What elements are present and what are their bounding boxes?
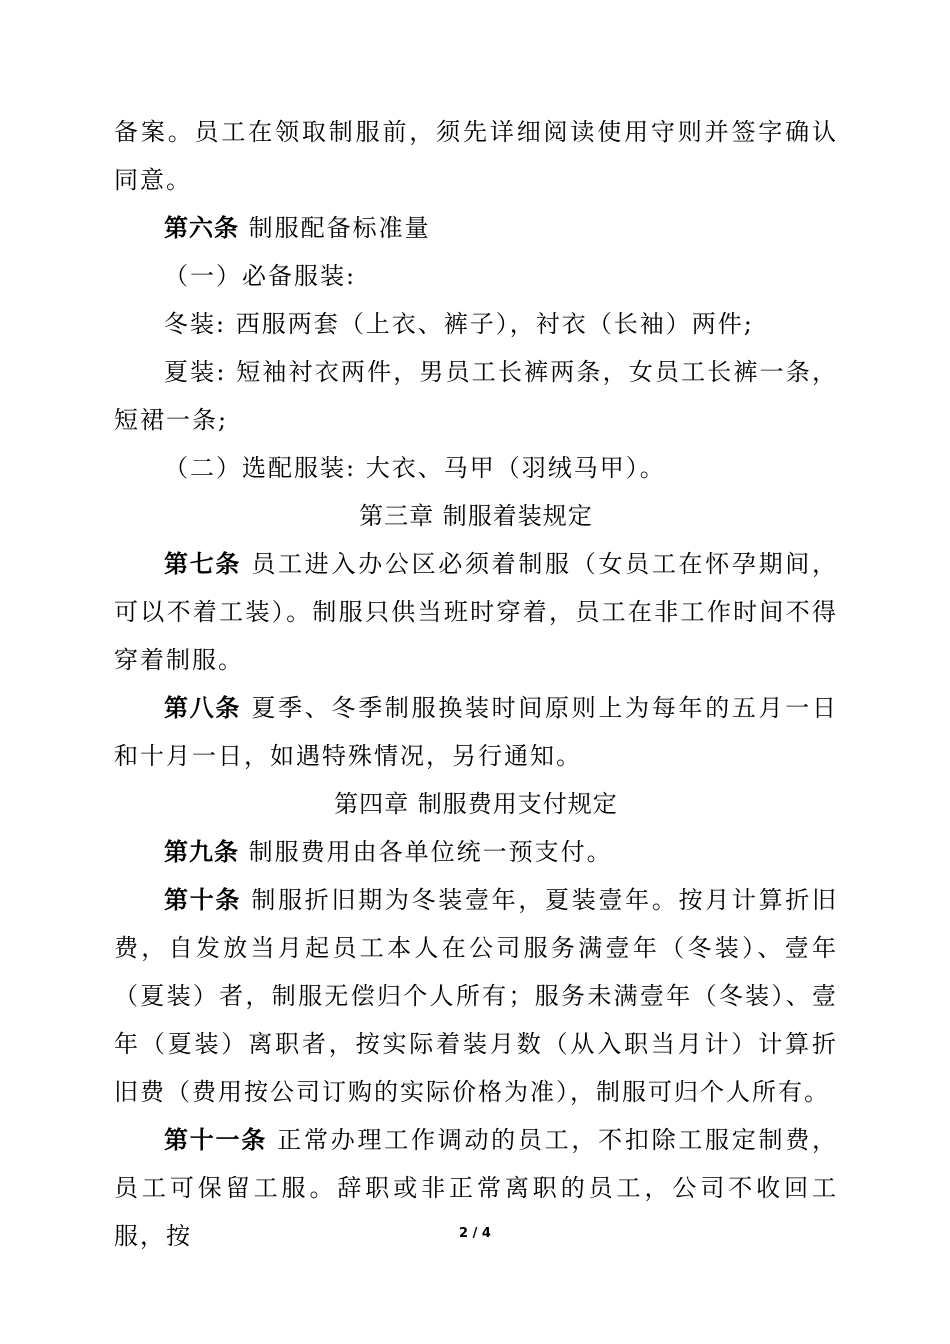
item-required-clothing: （一）必备服装:	[164, 262, 357, 290]
article-9	[114, 828, 838, 876]
article-8	[114, 684, 838, 780]
article-text: 制服费用由各单位统一预支付。	[239, 838, 613, 866]
page-number: 2 / 4	[459, 1226, 491, 1241]
article-label: 第十一条	[164, 1126, 267, 1154]
item-optional-clothing: （二）选配服装: 大衣、马甲（羽绒马甲）。	[164, 454, 666, 482]
chapter-4-heading: 第四章 制服费用支付规定	[334, 790, 618, 818]
article-text: 员工进入办公区必须着制服（女员工在怀孕期间，可以不着工装）。制服只供当班时穿着，员工在非工作时间不得穿着制服。	[114, 550, 838, 674]
item-winter-clothing: 冬装: 西服两套（上衣、裤子），衬衣（长袖）两件;	[164, 310, 754, 338]
article-text: 制服配备标准量	[239, 214, 431, 242]
article-text: 制服折旧期为冬装壹年，夏装壹年。按月计算折旧费，自发放当月起员工本人在公司服务满壹年（冬装）、壹年（夏装）者，制服无偿归个人所有；服务未满壹年（冬装）、壹年（夏装）离职者，按实际着装月数（从入职当月计）计算折旧费（费用按公司订购的实际价格为准），制服可归个人所有。	[114, 886, 838, 1106]
article-label: 第六条	[164, 214, 239, 242]
chapter-3-heading: 第三章 制服着装规定	[359, 502, 593, 530]
article-text: 正常办理工作调动的员工，不扣除工服定制费，员工可保留工服。辞职或非正常离职的员工，公司不收回工服，按	[114, 1126, 838, 1250]
article-10	[114, 876, 838, 1116]
item-summer-clothing: 夏装: 短袖衬衣两件，男员工长裤两条，女员工长裤一条，短裙一条;	[114, 358, 838, 434]
article-text: 夏季、冬季制服换装时间原则上为每年的五月一日和十月一日，如遇特殊情况，另行通知。	[114, 694, 838, 770]
article-label: 第七条	[164, 550, 242, 578]
article-label: 第九条	[164, 838, 239, 866]
article-label: 第十条	[164, 886, 242, 914]
article-6	[114, 204, 838, 252]
article-7	[114, 540, 838, 684]
document-body	[114, 108, 838, 1260]
paragraph-continued: 备案。员工在领取制服前，须先详细阅读使用守则并签字确认同意。	[114, 118, 838, 194]
article-label: 第八条	[164, 694, 242, 722]
